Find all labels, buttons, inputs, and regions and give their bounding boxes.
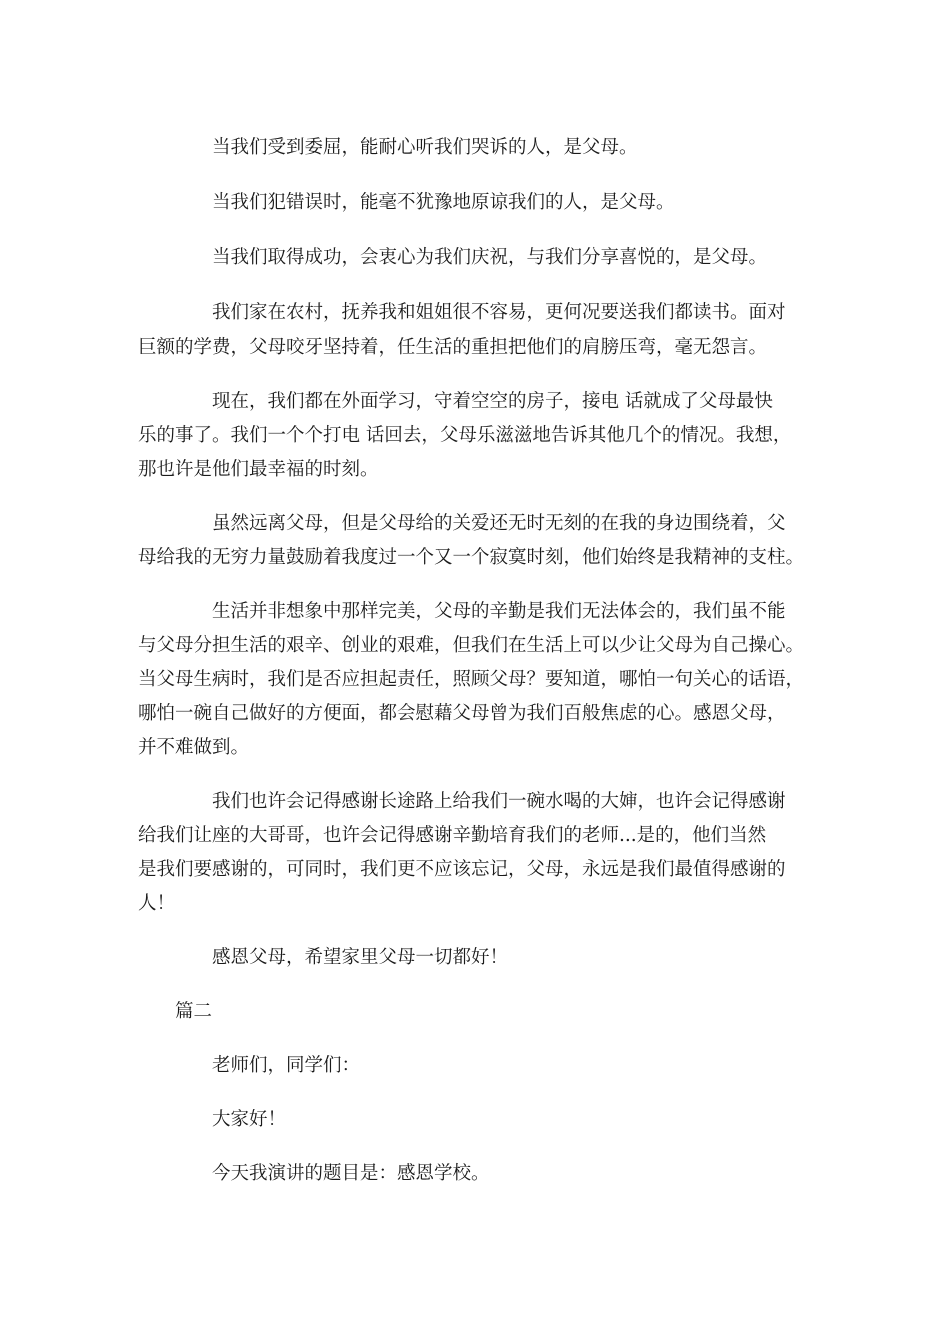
text-line: 我们家在农村，抚养我和姐姐很不容易，更何况要送我们都读书。面对 [212, 302, 786, 323]
text-line: 当父母生病时，我们是否应担起责任，照顾父母？要知道，哪怕一句关心的话语， [138, 669, 805, 690]
text-line: 与父母分担生活的艰辛、创业的艰难，但我们在生活上可以少让父母为自己操心。 [138, 635, 805, 656]
text-line: 母给我的无穷力量鼓励着我度过一个又一个寂寞时刻，他们始终是我精神的支柱。 [138, 547, 805, 568]
text-line: 生活并非想象中那样完美，父母的辛勤是我们无法体会的，我们虽不能 [212, 601, 786, 622]
text-line: 虽然远离父母，但是父母给的关爱还无时无刻的在我的身边围绕着，父 [212, 513, 786, 534]
text-line: 人！ [138, 893, 176, 914]
text-line: 那也许是他们最幸福的时刻。 [138, 459, 379, 480]
text-line: 哪怕一碗自己做好的方便面，都会慰藉父母曾为我们百般焦虑的心。感恩父母， [138, 703, 786, 724]
text-line: 并不难做到。 [138, 737, 250, 758]
text-line: 巨额的学费，父母咬牙坚持着，任生活的重担把他们的肩膀压弯，毫无怨言。 [138, 337, 768, 358]
text-line: 当我们取得成功，会衷心为我们庆祝，与我们分享喜悦的，是父母。 [212, 247, 768, 268]
text-line: 乐的事了。我们一个个打电 话回去，父母乐滋滋地告诉其他几个的情况。我想， [138, 425, 792, 446]
text-line: 是我们要感谢的，可同时，我们更不应该忘记，父母，永远是我们最值得感谢的 [138, 859, 786, 880]
text-line: 今天我演讲的题目是：感恩学校。 [212, 1163, 490, 1184]
text-line: 当我们犯错误时，能毫不犹豫地原谅我们的人，是父母。 [212, 192, 675, 213]
section-heading: 篇二 [175, 1001, 213, 1022]
text-line: 大家好！ [212, 1109, 287, 1130]
text-line: 当我们受到委屈，能耐心听我们哭诉的人，是父母。 [212, 137, 638, 158]
text-line: 感恩父母，希望家里父母一切都好！ [212, 947, 509, 968]
text-line: 老师们，同学们： [212, 1055, 361, 1076]
text-line: 我们也许会记得感谢长途路上给我们一碗水喝的大婶，也许会记得感谢 [212, 791, 786, 812]
text-line: 给我们让座的大哥哥，也许会记得感谢辛勤培育我们的老师...是的，他们当然 [138, 825, 767, 846]
text-line: 现在，我们都在外面学习，守着空空的房子，接电 话就成了父母最快 [212, 391, 773, 412]
